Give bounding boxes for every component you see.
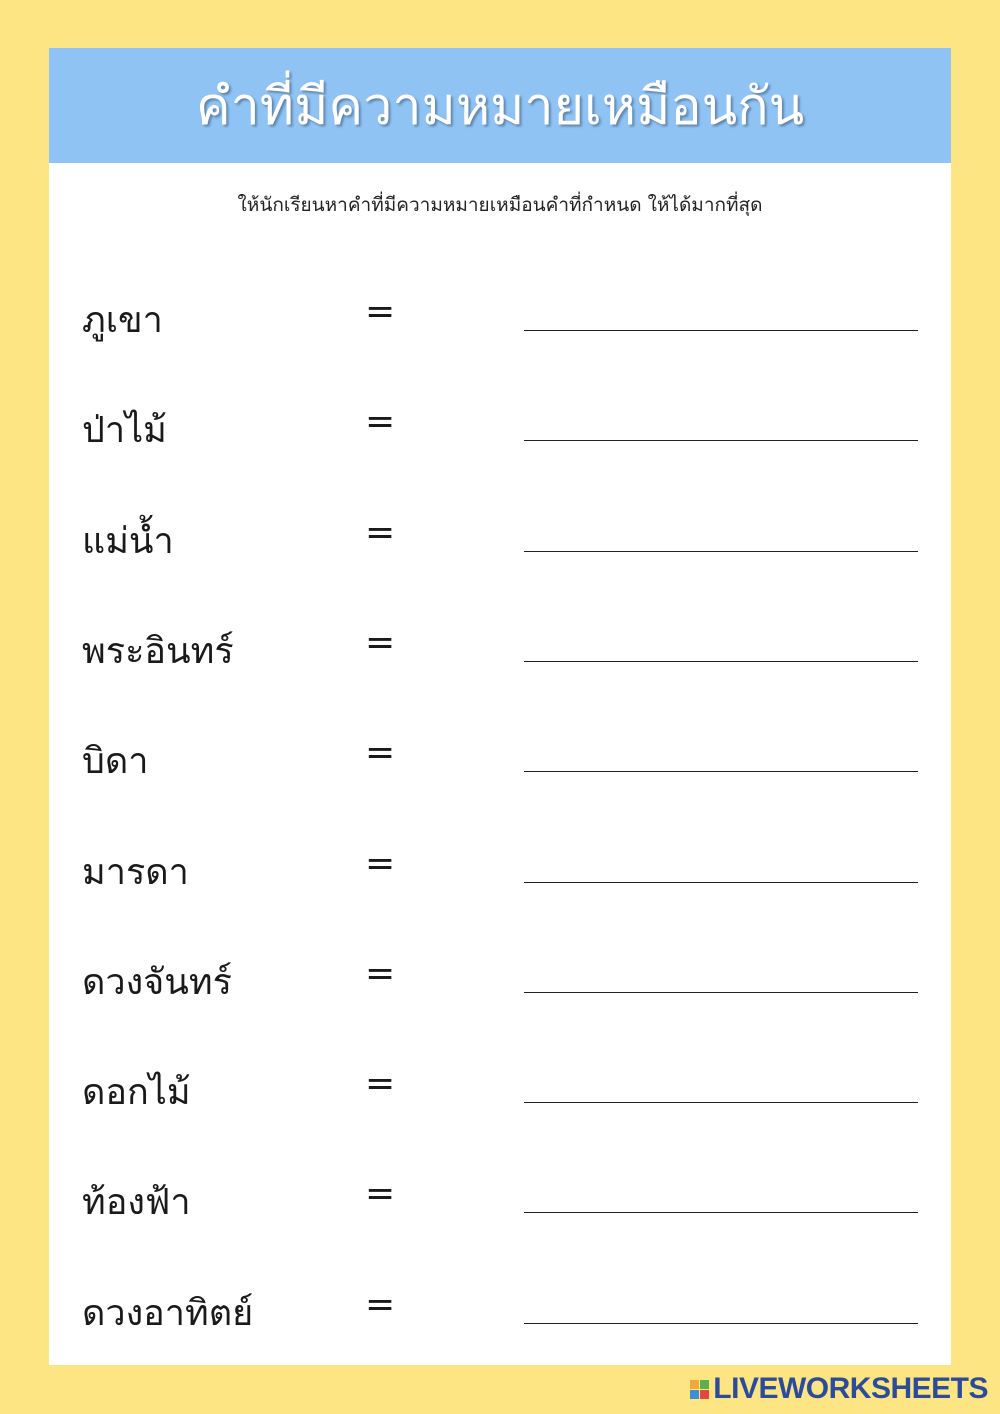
worksheet	[49, 48, 951, 1365]
equals-sign: =	[365, 842, 396, 884]
given-word: มารดา	[82, 851, 189, 893]
exercise-row	[49, 827, 951, 907]
given-word: ดอกไม้	[82, 1072, 191, 1114]
given-word: ดวงอาทิตย์	[82, 1292, 254, 1334]
answer-blank[interactable]	[524, 1323, 918, 1324]
answer-blank[interactable]	[524, 440, 918, 441]
given-word: พระอินทร์	[82, 630, 234, 672]
given-word: ดวงจันทร์	[82, 961, 232, 1003]
answer-blank[interactable]	[524, 992, 918, 993]
equals-sign: =	[365, 291, 396, 332]
equals-sign: =	[365, 511, 396, 553]
exercise-row	[49, 716, 951, 796]
liveworksheets-logo	[690, 1372, 988, 1406]
answer-blank[interactable]	[524, 661, 918, 662]
exercise-row	[49, 937, 951, 1017]
equals-sign: =	[365, 1063, 396, 1105]
worksheet-title: คำที่มีความหมายเหมือนกัน	[195, 77, 805, 137]
given-word: ป่าไม้	[82, 410, 167, 452]
given-word: แม่น้ำ	[82, 520, 174, 562]
answer-blank[interactable]	[524, 551, 918, 552]
exercise-row	[49, 385, 951, 465]
logo-square-i	[700, 1380, 709, 1389]
title-banner	[49, 48, 951, 163]
exercise-row	[49, 1157, 951, 1237]
equals-sign: =	[365, 1173, 396, 1215]
equals-sign: =	[365, 621, 396, 663]
equals-sign: =	[365, 401, 396, 443]
given-word: บิดา	[82, 741, 149, 783]
equals-sign: =	[365, 952, 396, 994]
answer-blank[interactable]	[524, 1102, 918, 1103]
given-word: ภูเขา	[82, 300, 163, 341]
equals-sign: =	[365, 1283, 396, 1325]
liveworksheets-logo-icon	[690, 1380, 709, 1399]
logo-square-v	[690, 1390, 699, 1399]
answer-blank[interactable]	[524, 330, 918, 331]
given-word: ท้องฟ้า	[82, 1182, 191, 1224]
exercise-row	[49, 1047, 951, 1127]
exercise-row	[49, 496, 951, 576]
exercise-row	[49, 606, 951, 686]
answer-blank[interactable]	[524, 882, 918, 883]
instruction-text: ให้นักเรียนหาคำที่มีความหมายเหมือนคำที่กำหนด ให้ได้มากที่สุด	[237, 194, 763, 216]
exercise-row	[49, 275, 951, 355]
exercise-row	[49, 1268, 951, 1348]
logo-square-l	[690, 1380, 699, 1389]
equals-sign: =	[365, 732, 396, 774]
answer-blank[interactable]	[524, 771, 918, 772]
logo-square-e	[700, 1390, 709, 1399]
liveworksheets-logo-text: LIVEWORKSHEETS	[713, 1372, 988, 1405]
answer-blank[interactable]	[524, 1212, 918, 1213]
